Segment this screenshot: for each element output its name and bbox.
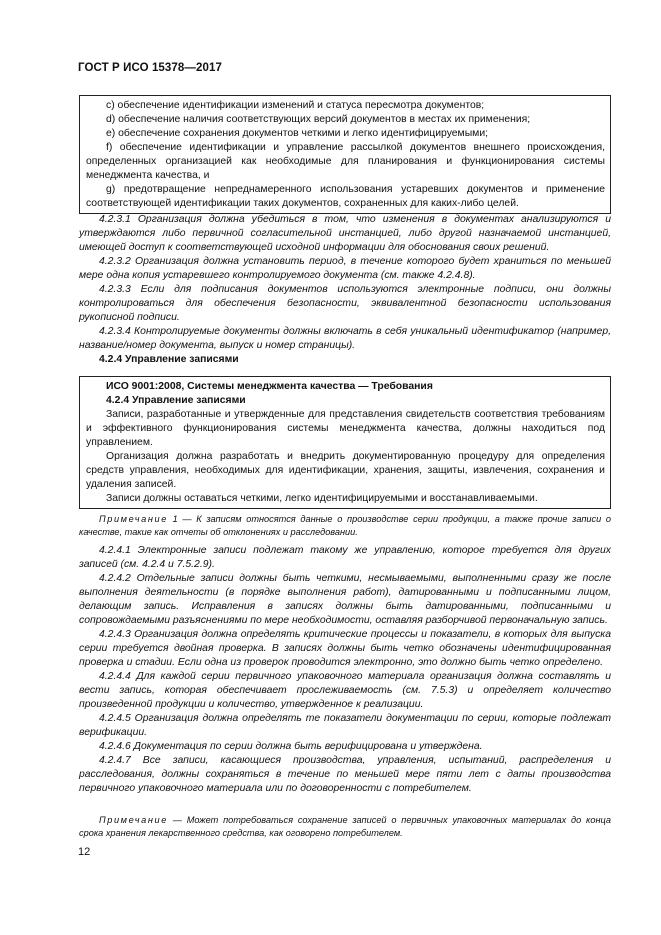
iso-9001-quote-box xyxy=(79,376,611,509)
note-2 xyxy=(79,814,611,839)
quote-subtitle: 4.2.4 Управление записями xyxy=(106,395,246,406)
note-text: 1 — К записям относятся данные о производстве серии продукции, а также прочие записи о качестве, такие как отчеты об отклонениях и расследовании. xyxy=(79,514,611,537)
clause-4-2-4-4: 4.2.4.4 Для каждой серии первичного упаковочного материала организация должна составлять и вести запись, которая обеспечивает прослеживаемость (см. 7.5.3) и определяет количество произведенной продукции и количество, утвержденное к реализации. xyxy=(79,671,611,710)
clause-4-2-3-3: 4.2.3.3 Если для подписания документов используются электронные подписи, они должны контролироваться для обеспечения безопасности, эквивалентной безопасности использования рукописной подписи. xyxy=(79,284,611,323)
clause-4-2-3-1: 4.2.3.1 Организация должна убедиться в том, что изменения в документах анализируются и утверждаются либо первичной согласительной инстанцией, либо другой назначаемой инстанцией, имеющей доступ к соответствующей исходной информации для обоснования своих решений. xyxy=(79,214,611,253)
clause-4-2-4-2: 4.2.4.2 Отдельные записи должны быть четкими, несмываемыми, выполненными сразу же после выполнения деятельности (в порядке выполнения работ), датированными и подписанными лицом, делающим запись. Исправления в записях должны быть датированными, подписанными и сопровождаемыми разъяснениями по мере необходимости, оставляя разборчивой первоначальную запись. xyxy=(79,573,611,626)
quote-paragraph-3: Записи должны оставаться четкими, легко идентифицируемыми и восстанавливаемыми. xyxy=(106,493,538,504)
clause-4-2-4-6: 4.2.4.6 Документация по серии должна быть верифицирована и утверждена. xyxy=(99,741,483,752)
list-item-e: e) обеспечение сохранения документов четкими и легко идентифицируемыми; xyxy=(106,128,489,139)
quote-paragraph-1: Записи, разработанные и утвержденные для представления свидетельств соответствия требованиям и эффективного функционирования системы менеджмента качества, должны находиться под управлением. xyxy=(86,409,605,448)
clause-4-2-3-4: 4.2.3.4 Контролируемые документы должны включать в себя уникальный идентификатор (например, название/номер документа, выпуск и номер страницы). xyxy=(79,326,611,351)
quote-title: ИСО 9001:2008, Системы менеджмента качества — Требования xyxy=(106,381,433,392)
note-label: Примечание xyxy=(99,815,168,825)
clause-4-2-4-3: 4.2.4.3 Организация должна определять критические процессы и показатели, в которых для выпуска серии требуется двойная проверка. В записях должны быть четко обозначены идентифицированная проверка и стадии. Если одна из проверок проводится электронно, это должно быть четко определено. xyxy=(79,629,611,668)
clause-4-2-4-7: 4.2.4.7 Все записи, касающиеся производства, управления, испытаний, распределения и расследования, должны сохраняться в течение по меньшей мере пяти лет с даты производства первичного упаковочного материала или по договоренности с потребителем. xyxy=(79,755,611,794)
note-text: — Может потребоваться сохранение записей о первичных упаковочных материалах до конца срока хранения лекарственного средства, как оговорено потребителем. xyxy=(79,815,611,838)
note-label: Примечание xyxy=(99,514,168,524)
quote-paragraph-2: Организация должна разработать и внедрить документированную процедуру для определения средств управления, необходимых для идентификации, хранения, защиты, извлечения, сохранения и удаления записей. xyxy=(86,451,605,490)
list-item-g: g) предотвращение непреднамеренного использования устаревших документов и применение соответствующей идентификации таких документов, сохраненных для каких-либо целей. xyxy=(86,184,605,209)
section-4-2-3 xyxy=(79,213,611,367)
requirements-box xyxy=(79,95,611,214)
list-item-d: d) обеспечение наличия соответствующих версий документов в местах их применения; xyxy=(106,114,531,125)
page-number: 12 xyxy=(78,846,91,858)
clause-4-2-3-2: 4.2.3.2 Организация должна установить период, в течение которого будет храниться по меньшей мере одна копия устаревшего контролируемого документа (см. также 4.2.4.8). xyxy=(79,256,611,281)
list-item-c: c) обеспечение идентификации изменений и статуса пересмотра документов; xyxy=(106,100,485,111)
list-item-f: f) обеспечение идентификации и управление рассылкой документов внешнего происхождения, определенных организацией как необходимые для планирования и функционирования системы менеджмента качества, и xyxy=(86,142,605,181)
heading-4-2-4: 4.2.4 Управление записями xyxy=(99,354,239,365)
section-4-2-4-clauses xyxy=(79,544,611,796)
clause-4-2-4-5: 4.2.4.5 Организация должна определять те показатели документации по серии, которые подлежат верификации. xyxy=(79,713,611,738)
note-1 xyxy=(79,513,611,538)
standard-header: ГОСТ Р ИСО 15378—2017 xyxy=(78,62,223,74)
clause-4-2-4-1: 4.2.4.1 Электронные записи подлежат такому же управлению, которое требуется для других записей (см. 4.2.4 и 7.5.2.9). xyxy=(79,545,611,570)
